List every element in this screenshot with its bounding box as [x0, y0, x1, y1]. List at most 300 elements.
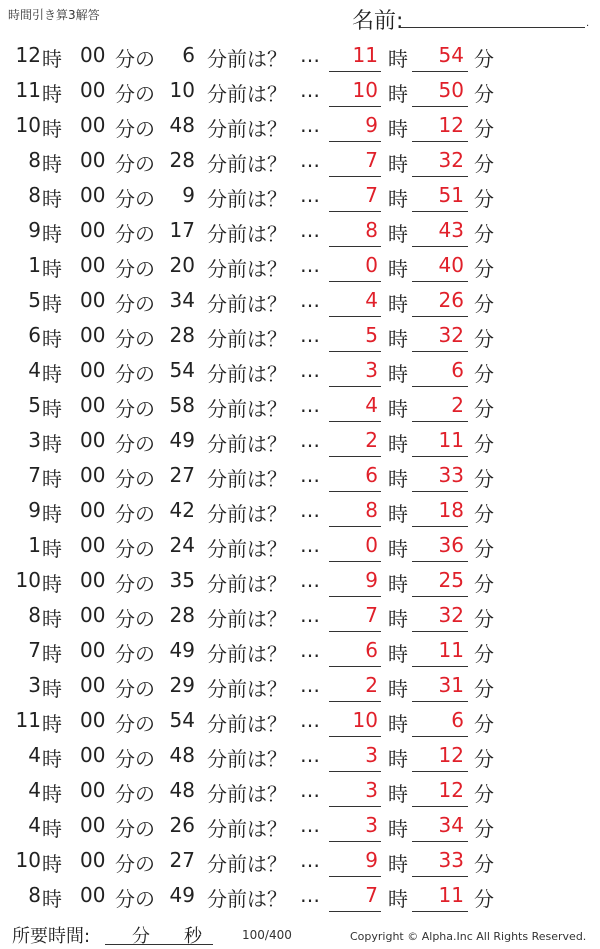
start-minute: 00	[80, 113, 106, 137]
answer-minute-underline	[412, 911, 468, 912]
question-text: 分前は？	[207, 117, 287, 141]
minutes-before: 54	[169, 708, 195, 732]
minute-of-label: 分の	[115, 397, 155, 421]
answer-hour: 10	[352, 78, 378, 102]
answer-hour-label: 時	[388, 257, 408, 281]
answer-minute-underline	[412, 281, 468, 282]
minutes-before: 27	[169, 463, 195, 487]
answer-minute: 6	[451, 358, 464, 382]
answer-minute-underline	[412, 421, 468, 422]
problem-row	[0, 318, 600, 353]
start-hour: 11	[15, 78, 41, 102]
page-title: 時間引き算3解答	[8, 8, 100, 22]
minutes-before: 9	[182, 183, 195, 207]
start-minute: 00	[80, 43, 106, 67]
answer-minute-underline	[412, 771, 468, 772]
answer-hour-label: 時	[388, 47, 408, 71]
question-text: 分前は？	[207, 467, 287, 491]
ellipsis: …	[300, 813, 320, 837]
answer-hour-label: 時	[388, 782, 408, 806]
answer-minute-underline	[412, 631, 468, 632]
answer-minute-underline	[412, 141, 468, 142]
answer-minute: 12	[438, 778, 464, 802]
answer-minute-underline	[412, 736, 468, 737]
question-text: 分前は？	[207, 327, 287, 351]
ellipsis: …	[300, 78, 320, 102]
answer-hour: 2	[365, 673, 378, 697]
question-text: 分前は？	[207, 292, 287, 316]
answer-hour-label: 時	[388, 642, 408, 666]
start-minute: 00	[80, 288, 106, 312]
ellipsis: …	[300, 743, 320, 767]
answer-hour: 8	[365, 498, 378, 522]
answer-minute-label: 分	[474, 502, 494, 526]
start-hour: 10	[15, 848, 41, 872]
hour-label: 時	[42, 187, 62, 211]
minutes-before: 20	[169, 253, 195, 277]
minutes-before: 34	[169, 288, 195, 312]
question-text: 分前は？	[207, 852, 287, 876]
answer-hour-underline	[329, 876, 381, 877]
question-text: 分前は？	[207, 397, 287, 421]
answer-minute: 50	[438, 78, 464, 102]
answer-minute: 11	[438, 428, 464, 452]
answer-hour-label: 時	[388, 117, 408, 141]
minute-of-label: 分の	[115, 222, 155, 246]
ellipsis: …	[300, 883, 320, 907]
problem-row	[0, 353, 600, 388]
hour-label: 時	[42, 152, 62, 176]
ellipsis: …	[300, 603, 320, 627]
start-minute: 00	[80, 603, 106, 627]
hour-label: 時	[42, 677, 62, 701]
answer-hour: 4	[365, 393, 378, 417]
problem-row	[0, 878, 600, 913]
ellipsis: …	[300, 708, 320, 732]
ellipsis: …	[300, 43, 320, 67]
hour-label: 時	[42, 432, 62, 456]
start-hour: 3	[28, 673, 41, 697]
answer-hour-underline	[329, 911, 381, 912]
answer-minute-underline	[412, 876, 468, 877]
answer-minute-label: 分	[474, 887, 494, 911]
problem-row	[0, 178, 600, 213]
minutes-unit: 分	[132, 926, 150, 947]
name-label: 名前:	[352, 9, 404, 34]
answer-hour-underline	[329, 596, 381, 597]
minutes-before: 49	[169, 883, 195, 907]
answer-hour-underline	[329, 526, 381, 527]
start-minute: 00	[80, 78, 106, 102]
minute-of-label: 分の	[115, 817, 155, 841]
minutes-before: 58	[169, 393, 195, 417]
start-minute: 00	[80, 323, 106, 347]
minutes-before: 35	[169, 568, 195, 592]
answer-hour-underline	[329, 771, 381, 772]
start-minute: 00	[80, 463, 106, 487]
answer-hour: 9	[365, 848, 378, 872]
answer-minute-label: 分	[474, 82, 494, 106]
problem-row	[0, 213, 600, 248]
hour-label: 時	[42, 222, 62, 246]
answer-hour-underline	[329, 386, 381, 387]
hour-label: 時	[42, 537, 62, 561]
problem-list	[0, 38, 600, 913]
start-minute: 00	[80, 848, 106, 872]
minute-of-label: 分の	[115, 432, 155, 456]
hour-label: 時	[42, 327, 62, 351]
start-hour: 8	[28, 603, 41, 627]
answer-hour-label: 時	[388, 467, 408, 491]
answer-minute-label: 分	[474, 642, 494, 666]
answer-hour: 7	[365, 148, 378, 172]
answer-minute: 36	[438, 533, 464, 557]
question-text: 分前は？	[207, 502, 287, 526]
answer-hour-underline	[329, 71, 381, 72]
answer-hour-underline	[329, 631, 381, 632]
answer-hour: 9	[365, 568, 378, 592]
answer-minute: 33	[438, 463, 464, 487]
hour-label: 時	[42, 292, 62, 316]
question-text: 分前は？	[207, 537, 287, 561]
minute-of-label: 分の	[115, 257, 155, 281]
answer-hour-label: 時	[388, 887, 408, 911]
answer-hour: 3	[365, 778, 378, 802]
answer-minute-label: 分	[474, 397, 494, 421]
ellipsis: …	[300, 673, 320, 697]
answer-hour-label: 時	[388, 187, 408, 211]
answer-hour: 0	[365, 253, 378, 277]
start-hour: 12	[15, 43, 41, 67]
answer-hour: 8	[365, 218, 378, 242]
score: 100/400	[242, 928, 292, 942]
minute-of-label: 分の	[115, 327, 155, 351]
ellipsis: …	[300, 148, 320, 172]
hour-label: 時	[42, 852, 62, 876]
question-text: 分前は？	[207, 677, 287, 701]
answer-minute: 11	[438, 883, 464, 907]
answer-minute-label: 分	[474, 782, 494, 806]
hour-label: 時	[42, 502, 62, 526]
minute-of-label: 分の	[115, 117, 155, 141]
answer-minute-label: 分	[474, 712, 494, 736]
problem-row	[0, 143, 600, 178]
answer-hour-label: 時	[388, 607, 408, 631]
question-text: 分前は？	[207, 432, 287, 456]
start-minute: 00	[80, 708, 106, 732]
answer-minute: 43	[438, 218, 464, 242]
answer-minute-underline	[412, 106, 468, 107]
problem-row	[0, 843, 600, 878]
answer-minute: 2	[451, 393, 464, 417]
answer-minute-underline	[412, 806, 468, 807]
answer-hour: 7	[365, 603, 378, 627]
answer-hour-underline	[329, 806, 381, 807]
minute-of-label: 分の	[115, 887, 155, 911]
minute-of-label: 分の	[115, 502, 155, 526]
answer-minute-label: 分	[474, 537, 494, 561]
ellipsis: …	[300, 568, 320, 592]
answer-hour: 6	[365, 638, 378, 662]
question-text: 分前は？	[207, 152, 287, 176]
minute-of-label: 分の	[115, 47, 155, 71]
answer-hour-label: 時	[388, 292, 408, 316]
answer-hour-underline	[329, 351, 381, 352]
answer-hour-label: 時	[388, 222, 408, 246]
ellipsis: …	[300, 393, 320, 417]
answer-minute: 6	[451, 708, 464, 732]
name-field[interactable]	[400, 27, 585, 28]
start-hour: 8	[28, 148, 41, 172]
hour-label: 時	[42, 257, 62, 281]
question-text: 分前は？	[207, 712, 287, 736]
name-dot: .	[586, 18, 590, 29]
problem-row	[0, 703, 600, 738]
answer-hour-underline	[329, 666, 381, 667]
minute-of-label: 分の	[115, 572, 155, 596]
answer-minute: 32	[438, 323, 464, 347]
hour-label: 時	[42, 747, 62, 771]
answer-hour-label: 時	[388, 502, 408, 526]
problem-row	[0, 493, 600, 528]
answer-minute: 34	[438, 813, 464, 837]
start-hour: 4	[28, 813, 41, 837]
minute-of-label: 分の	[115, 537, 155, 561]
minutes-before: 17	[169, 218, 195, 242]
minutes-before: 48	[169, 778, 195, 802]
time-taken	[12, 922, 90, 948]
start-hour: 11	[15, 708, 41, 732]
ellipsis: …	[300, 113, 320, 137]
minute-of-label: 分の	[115, 152, 155, 176]
answer-hour: 4	[365, 288, 378, 312]
answer-minute: 40	[438, 253, 464, 277]
answer-minute-underline	[412, 666, 468, 667]
minutes-before: 26	[169, 813, 195, 837]
ellipsis: …	[300, 498, 320, 522]
ellipsis: …	[300, 638, 320, 662]
problem-row	[0, 808, 600, 843]
answer-minute-label: 分	[474, 362, 494, 386]
answer-minute-underline	[412, 211, 468, 212]
answer-minute-label: 分	[474, 852, 494, 876]
answer-minute-underline	[412, 246, 468, 247]
question-text: 分前は？	[207, 222, 287, 246]
minutes-before: 24	[169, 533, 195, 557]
answer-hour-underline	[329, 106, 381, 107]
problem-row	[0, 563, 600, 598]
answer-hour-underline	[329, 701, 381, 702]
answer-minute-label: 分	[474, 187, 494, 211]
copyright: Copyright © Alpha.Inc All Rights Reserved.	[350, 930, 587, 943]
start-minute: 00	[80, 638, 106, 662]
minutes-before: 28	[169, 603, 195, 627]
answer-hour: 7	[365, 183, 378, 207]
start-minute: 00	[80, 813, 106, 837]
answer-minute-underline	[412, 596, 468, 597]
ellipsis: …	[300, 428, 320, 452]
question-text: 分前は？	[207, 782, 287, 806]
answer-hour: 3	[365, 813, 378, 837]
hour-label: 時	[42, 467, 62, 491]
answer-minute-underline	[412, 71, 468, 72]
answer-minute-underline	[412, 351, 468, 352]
ellipsis: …	[300, 463, 320, 487]
answer-minute: 31	[438, 673, 464, 697]
answer-hour-underline	[329, 561, 381, 562]
start-minute: 00	[80, 568, 106, 592]
minutes-before: 49	[169, 428, 195, 452]
answer-minute-label: 分	[474, 817, 494, 841]
question-text: 分前は？	[207, 362, 287, 386]
hour-label: 時	[42, 782, 62, 806]
start-minute: 00	[80, 253, 106, 277]
question-text: 分前は？	[207, 747, 287, 771]
answer-hour-label: 時	[388, 572, 408, 596]
hour-label: 時	[42, 572, 62, 596]
problem-row	[0, 738, 600, 773]
problem-row	[0, 108, 600, 143]
answer-hour-underline	[329, 316, 381, 317]
answer-minute: 12	[438, 743, 464, 767]
minute-of-label: 分の	[115, 362, 155, 386]
answer-hour: 0	[365, 533, 378, 557]
start-minute: 00	[80, 428, 106, 452]
answer-minute-label: 分	[474, 747, 494, 771]
question-text: 分前は？	[207, 257, 287, 281]
problem-row	[0, 388, 600, 423]
start-minute: 00	[80, 498, 106, 522]
minute-of-label: 分の	[115, 292, 155, 316]
answer-minute-underline	[412, 176, 468, 177]
start-hour: 9	[28, 498, 41, 522]
hour-label: 時	[42, 397, 62, 421]
answer-minute-label: 分	[474, 47, 494, 71]
answer-hour: 3	[365, 358, 378, 382]
hour-label: 時	[42, 362, 62, 386]
start-hour: 4	[28, 358, 41, 382]
minute-of-label: 分の	[115, 852, 155, 876]
problem-row	[0, 633, 600, 668]
minute-of-label: 分の	[115, 187, 155, 211]
answer-hour-label: 時	[388, 747, 408, 771]
start-hour: 1	[28, 253, 41, 277]
start-hour: 7	[28, 463, 41, 487]
start-hour: 4	[28, 743, 41, 767]
hour-label: 時	[42, 817, 62, 841]
minutes-before: 42	[169, 498, 195, 522]
problem-row	[0, 773, 600, 808]
start-hour: 8	[28, 883, 41, 907]
minutes-before: 10	[169, 78, 195, 102]
minute-of-label: 分の	[115, 642, 155, 666]
answer-minute-label: 分	[474, 677, 494, 701]
seconds-unit: 秒	[184, 926, 202, 947]
ellipsis: …	[300, 778, 320, 802]
answer-hour: 3	[365, 743, 378, 767]
question-text: 分前は？	[207, 607, 287, 631]
time-taken-label: 所要時間:	[12, 926, 91, 947]
start-hour: 4	[28, 778, 41, 802]
start-hour: 9	[28, 218, 41, 242]
answer-minute-label: 分	[474, 292, 494, 316]
ellipsis: …	[300, 323, 320, 347]
answer-hour-label: 時	[388, 327, 408, 351]
question-text: 分前は？	[207, 187, 287, 211]
problem-row	[0, 38, 600, 73]
problem-row	[0, 283, 600, 318]
minutes-before: 28	[169, 148, 195, 172]
problem-row	[0, 423, 600, 458]
minutes-before: 48	[169, 113, 195, 137]
answer-minute-label: 分	[474, 607, 494, 631]
answer-minute-underline	[412, 841, 468, 842]
start-hour: 8	[28, 183, 41, 207]
answer-hour: 11	[352, 43, 378, 67]
question-text: 分前は？	[207, 817, 287, 841]
answer-hour-underline	[329, 141, 381, 142]
start-minute: 00	[80, 183, 106, 207]
answer-minute-label: 分	[474, 257, 494, 281]
ellipsis: …	[300, 253, 320, 277]
answer-minute-label: 分	[474, 152, 494, 176]
start-minute: 00	[80, 743, 106, 767]
answer-minute-underline	[412, 456, 468, 457]
ellipsis: …	[300, 288, 320, 312]
answer-hour-label: 時	[388, 397, 408, 421]
start-hour: 6	[28, 323, 41, 347]
answer-hour-underline	[329, 456, 381, 457]
minute-of-label: 分の	[115, 82, 155, 106]
answer-minute-label: 分	[474, 117, 494, 141]
answer-hour-underline	[329, 841, 381, 842]
answer-hour-label: 時	[388, 152, 408, 176]
start-minute: 00	[80, 533, 106, 557]
answer-minute-underline	[412, 491, 468, 492]
answer-hour-label: 時	[388, 537, 408, 561]
answer-hour-label: 時	[388, 852, 408, 876]
minute-of-label: 分の	[115, 782, 155, 806]
answer-minute: 11	[438, 638, 464, 662]
answer-hour: 9	[365, 113, 378, 137]
minute-of-label: 分の	[115, 607, 155, 631]
answer-hour: 2	[365, 428, 378, 452]
answer-hour-label: 時	[388, 362, 408, 386]
answer-hour-underline	[329, 736, 381, 737]
answer-hour-underline	[329, 246, 381, 247]
answer-hour-underline	[329, 491, 381, 492]
minutes-before: 28	[169, 323, 195, 347]
minutes-before: 48	[169, 743, 195, 767]
minutes-before: 29	[169, 673, 195, 697]
start-hour: 5	[28, 393, 41, 417]
ellipsis: …	[300, 848, 320, 872]
start-minute: 00	[80, 218, 106, 242]
answer-hour-underline	[329, 281, 381, 282]
answer-minute: 32	[438, 603, 464, 627]
answer-hour-label: 時	[388, 817, 408, 841]
start-hour: 7	[28, 638, 41, 662]
question-text: 分前は？	[207, 47, 287, 71]
problem-row	[0, 458, 600, 493]
question-text: 分前は？	[207, 572, 287, 596]
answer-minute-underline	[412, 386, 468, 387]
answer-hour: 10	[352, 708, 378, 732]
hour-label: 時	[42, 642, 62, 666]
start-minute: 00	[80, 778, 106, 802]
answer-hour-label: 時	[388, 432, 408, 456]
ellipsis: …	[300, 533, 320, 557]
